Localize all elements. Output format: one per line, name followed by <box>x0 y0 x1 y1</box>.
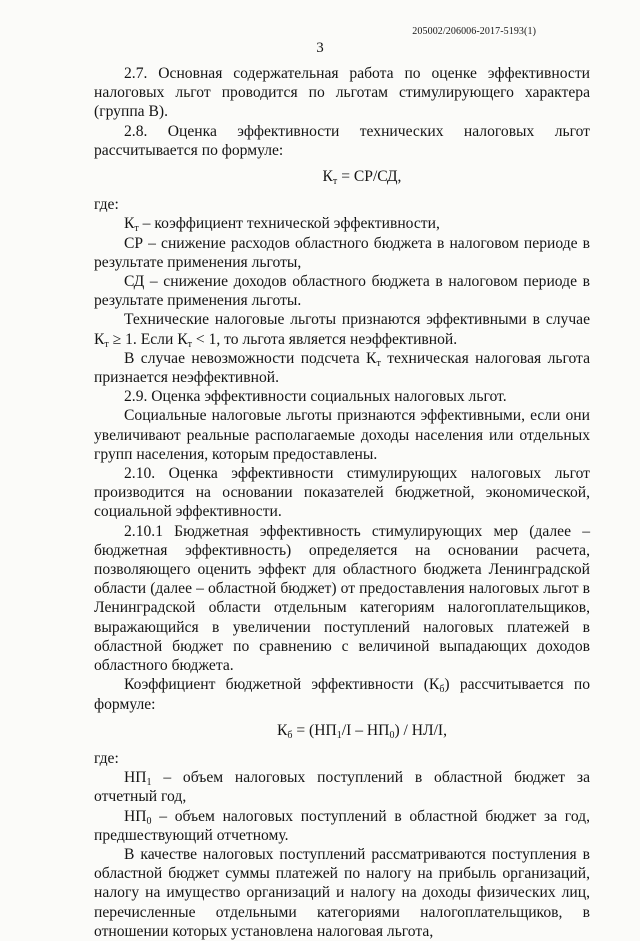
paragraph-technical-effective: Технические налоговые льготы признаются эффективными в случае $К_т \ge 1$. Если $К_т < 1$, то льгота является неэффективной. <box>94 311 590 350</box>
paragraph-kb-intro: Коэффициент бюджетной эффективности $(К_б)$ рассчитывается по формуле: <box>94 676 590 713</box>
definition-np1: $НП_1$ – объем налоговых поступлений в областной бюджет за отчетный год, <box>94 769 590 806</box>
paragraph-social: Социальные налоговые льготы признаются эффективными, если они увеличивают реальные располагаемые доходы населения или отдельных групп населения, которым предоставлены. <box>94 407 590 463</box>
formula-technical: $К_т = СР/СД$, <box>322 168 402 188</box>
where-label-2: где: <box>94 749 119 767</box>
where-label-1: где: <box>94 196 119 214</box>
paragraph-impossible: В случае невозможности подсчета $К_т$ техническая налоговая льгота признается неэффективной. <box>94 349 590 387</box>
paragraph-2-7: 2.7. Основная содержательная работа по оценке эффективности налоговых льгот проводится по льготам стимулирующего характера (группа В). <box>94 65 590 121</box>
document-body <box>94 64 590 941</box>
page-number: 3 <box>316 40 324 56</box>
document-id: 205002/206006-2017-5193(1) <box>412 26 536 37</box>
paragraph-2-8: 2.8. Оценка эффективности технических налоговых льгот рассчитывается по формуле: <box>94 122 590 159</box>
definition-np0: $НП_0$ – объем налоговых поступлений в областной бюджет за год, предшествующий отчетному. <box>94 807 590 844</box>
paragraph-2-10: 2.10. Оценка эффективности стимулирующих налоговых льгот производится на основании показателей бюджетной, экономической, социальной эффективности. <box>94 465 590 521</box>
paragraph-tax-receipts: В качестве налоговых поступлений рассматриваются поступления в областной бюджет суммы платежей по налогу на прибыль организаций, налогу на имущество организаций и налогу на доходы физических лиц, перечисленные отдельными категориями налогоплательщиков, в отношении которых установлена налоговая льгота, <box>94 845 590 940</box>
definition-kt: $К_т$ – коэффициент технической эффективности, <box>124 215 440 235</box>
paragraph-2-9: 2.9. Оценка эффективности социальных налоговых льгот. <box>124 388 507 406</box>
definition-sr: СР – снижение расходов областного бюджета в налоговом периоде в результате применения льготы, <box>94 234 590 271</box>
definition-sd: СД – снижение доходов областного бюджета в налоговом периоде в результате применения льготы. <box>94 273 590 310</box>
formula-budget: $К_б = (НП_1/I - НП_0) / НЛ/I$, <box>276 721 448 741</box>
paragraph-2-10-1: 2.10.1 Бюджетная эффективность стимулирующих мер (далее – бюджетная эффективность) определяется на основании расчета, позволяющего оценить эффект для областного бюджета Ленинградской области (далее – областной бюджет) от предоставления налоговых льгот в Ленинградской области отдельным категориям налогоплательщиков, выражающийся в увеличении поступлений налоговых платежей в областной бюджет по сравнению с величиной выпадающих доходов областного бюджета. <box>94 522 590 675</box>
